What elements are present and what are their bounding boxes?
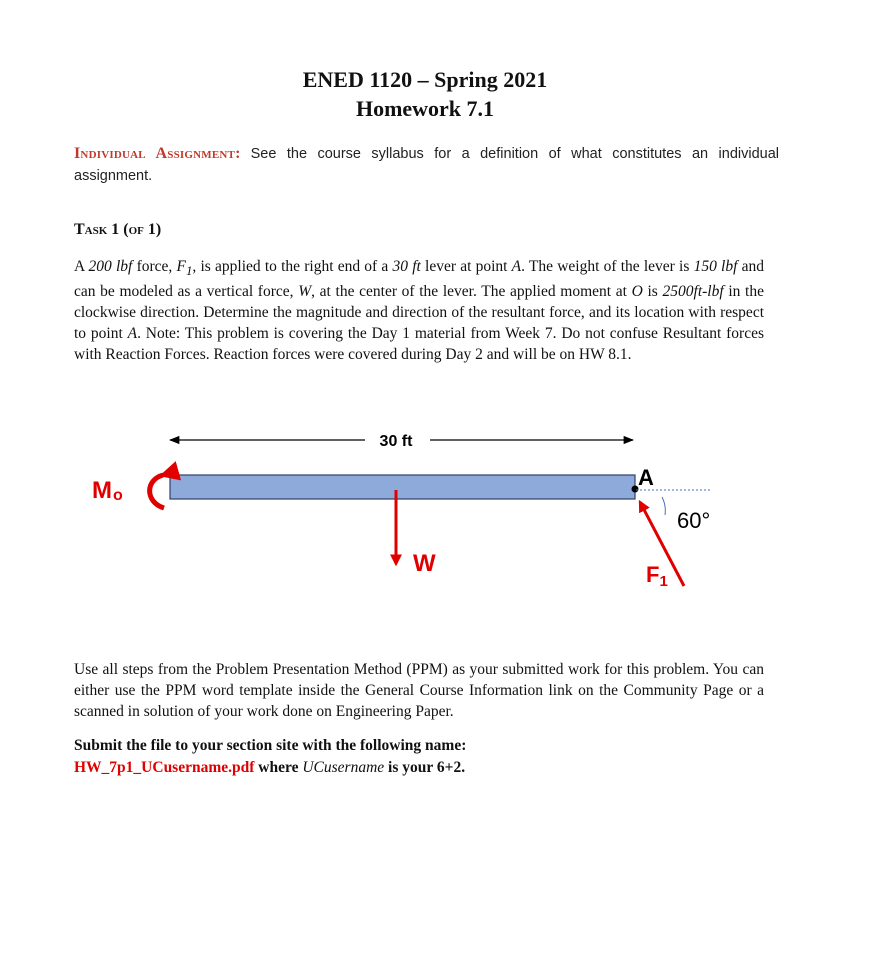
point-a-label: A (638, 465, 654, 490)
lever-bar (170, 475, 635, 499)
submit-line: Submit the file to your section site with the following name: (74, 737, 467, 754)
homework-title: Homework 7.1 (355, 96, 495, 121)
length-label: 30 ft (379, 433, 413, 450)
weight-label: W (413, 550, 436, 577)
moment-arrow (150, 475, 164, 508)
force-f1-label: F1 (646, 562, 668, 590)
username-var: UCusername (302, 759, 385, 776)
submission-instructions (74, 735, 774, 779)
ppm-instructions: Use all steps from the Problem Presentation Method (PPM) as your submitted work for this problem. You can either use the PPM word template inside the General Course Information link on the Community Page or a scanned in solution of your work done on Engineering Paper. (74, 661, 764, 720)
angle-label: 60° (677, 508, 711, 533)
angle-arc (662, 497, 665, 515)
task-heading: Task 1 (of 1) (74, 221, 162, 238)
filename: HW_7p1_UCusername.pdf (74, 759, 255, 776)
course-title: ENED 1120 – Spring 2021 (302, 67, 548, 92)
filename-line: HW_7p1_UCusername.pdf where UCusername is your 6+2. (74, 759, 466, 776)
assignment-label: Individual Assignment: (74, 145, 241, 162)
task-description: A 200 lbf force, $F_1$, is applied to the right end of a 30 ft lever at point A. The weight of the lever is 150 lbf and can be modeled as a vertical force, W, at the center of the lever. The applied moment at O is 2500ft-lbf in the clockwise direction. Determine the magnitude and direction of the resultant force, and its location with respect to point A. Note: This problem is covering the Day 1 material from Week 7. Do not confuse Resultant forces with Reaction Forces. Reaction forces were covered during Day 2 and will be on HW 8.1. (74, 258, 765, 364)
lever-diagram (0, 400, 870, 600)
assignment-text: See the course syllabus for a definition of what constitutes an individual assignment. (74, 146, 779, 184)
moment-label: Mo (92, 477, 123, 504)
assignment-note (74, 143, 779, 187)
